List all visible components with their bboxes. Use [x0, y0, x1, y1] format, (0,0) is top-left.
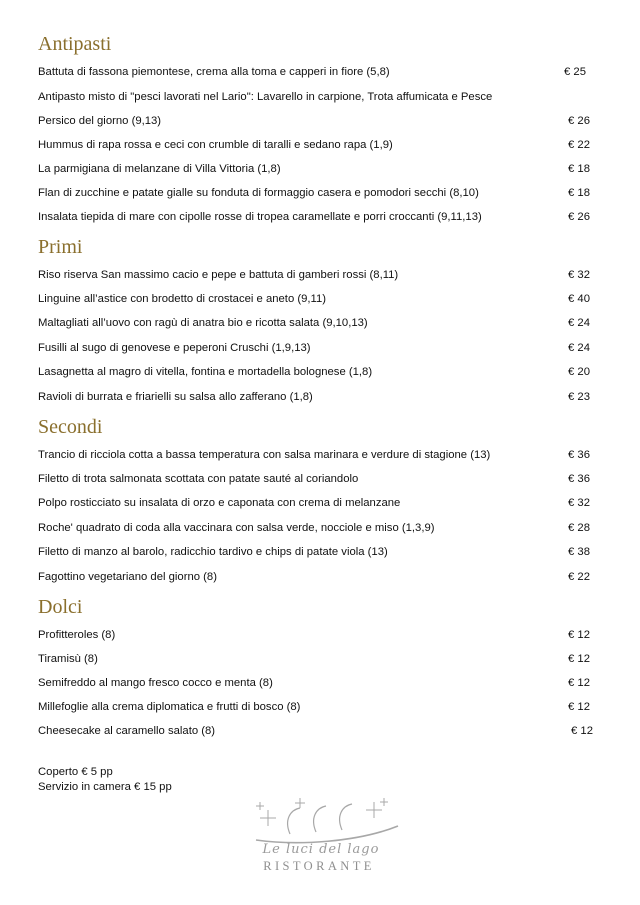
menu-item: [38, 88, 590, 106]
item-name: Fusilli al sugo di genovese e peperoni Cruschi (1,9,13): [38, 342, 311, 354]
item-price: € 12: [568, 629, 590, 641]
item-name: Millefoglie alla crema diplomatica e frutti di bosco (8): [38, 701, 301, 713]
menu-item: [38, 266, 590, 284]
item-price: € 24: [568, 342, 590, 354]
menu-item: [38, 339, 590, 357]
cover-charge: Coperto € 5 pp: [38, 766, 113, 778]
item-name: Maltagliati all’uovo con ragù di anatra bio e ricotta salata (9,10,13): [38, 317, 368, 329]
section-title-primi: Primi: [38, 236, 83, 258]
item-name: Antipasto misto di "pesci lavorati nel Lario": Lavarello in carpione, Trota affumicata e Pesce: [38, 91, 493, 103]
logo-swoosh: [256, 826, 398, 843]
menu-item: [38, 363, 590, 381]
menu-item: [38, 290, 590, 308]
menu-item: [38, 136, 590, 154]
menu-item: [38, 722, 593, 740]
menu-item: [38, 112, 590, 130]
item-name: Battuta di fassona piemontese, crema alla toma e capperi in fiore (5,8): [38, 66, 390, 78]
item-price: € 36: [568, 449, 590, 461]
section-title-antipasti: Antipasti: [38, 33, 112, 55]
item-price: € 22: [568, 571, 590, 583]
item-name: Filetto di trota salmonata scottata con patate sauté al coriandolo: [38, 473, 359, 485]
menu-item: [38, 698, 590, 716]
item-price: € 40: [568, 293, 590, 305]
menu-item: [38, 626, 590, 644]
menu-item: [38, 160, 590, 178]
section-title-secondi: Secondi: [38, 416, 103, 438]
item-price: € 12: [571, 725, 593, 737]
item-price: € 12: [568, 701, 590, 713]
menu-item: [38, 314, 590, 332]
item-name: Persico del giorno (9,13): [38, 115, 162, 127]
menu-item: [38, 519, 590, 537]
item-price: € 36: [568, 473, 590, 485]
item-name: Profitteroles (8): [38, 629, 116, 641]
menu-item: [38, 388, 590, 406]
section-title-dolci: Dolci: [38, 596, 83, 618]
item-price: € 28: [568, 522, 590, 534]
item-price: € 12: [568, 653, 590, 665]
item-name: Lasagnetta al magro di vitella, fontina e mortadella bolognese (1,8): [38, 366, 373, 378]
item-price: € 23: [568, 391, 590, 403]
item-name: Hummus di rapa rossa e ceci con crumble di taralli e sedano rapa (1,9): [38, 139, 393, 151]
logo-graphic: [238, 796, 408, 846]
menu-item: [38, 543, 590, 561]
menu-item: [38, 208, 590, 226]
menu-item: [38, 494, 590, 512]
logo-arc: [288, 808, 300, 834]
menu-item: [38, 568, 590, 586]
item-name: Trancio di ricciola cotta a bassa temperatura con salsa marinara e verdure di stagione (13): [38, 449, 491, 461]
logo-arc: [340, 804, 352, 830]
item-name: Filetto di manzo al barolo, radicchio tardivo e chips di patate viola (13): [38, 546, 388, 558]
item-price: € 18: [568, 187, 590, 199]
menu-item: [38, 674, 590, 692]
item-name: Flan di zucchine e patate gialle su fonduta di formaggio casera e pomodori secchi (8,10): [38, 187, 479, 199]
restaurant-logo: [238, 796, 408, 878]
item-name: Tiramisù (8): [38, 653, 98, 665]
room-service-fee: Servizio in camera € 15 pp: [38, 781, 172, 793]
logo-main-text: RISTORANTE: [263, 859, 375, 873]
item-price: € 25: [564, 66, 586, 78]
item-price: € 32: [568, 269, 590, 281]
logo-arc: [314, 806, 326, 832]
logo-script-text: Le luci del lago: [262, 842, 380, 857]
item-name: Ravioli di burrata e friarielli su salsa allo zafferano (1,8): [38, 391, 313, 403]
item-price: € 24: [568, 317, 590, 329]
logo-stars: [256, 798, 388, 826]
item-price: € 22: [568, 139, 590, 151]
item-name: Roche' quadrato di coda alla vaccinara con salsa verde, nocciole e miso (1,3,9): [38, 522, 435, 534]
item-name: Semifreddo al mango fresco cocco e menta (8): [38, 677, 273, 689]
menu-item: [38, 446, 590, 464]
menu-item: [38, 650, 590, 668]
item-price: € 26: [568, 211, 590, 223]
item-name: Cheesecake al caramello salato (8): [38, 725, 216, 737]
menu-item: [38, 63, 590, 81]
menu-item: [38, 184, 590, 202]
item-name: Polpo rosticciato su insalata di orzo e caponata con crema di melanzane: [38, 497, 401, 509]
item-price: € 26: [568, 115, 590, 127]
item-name: Insalata tiepida di mare con cipolle rosse di tropea caramellate e porri croccanti (9,11,13): [38, 211, 482, 223]
item-price: € 32: [568, 497, 590, 509]
item-price: € 38: [568, 546, 590, 558]
item-name: Linguine all’astice con brodetto di crostacei e aneto (9,11): [38, 293, 327, 305]
item-name: La parmigiana di melanzane di Villa Vittoria (1,8): [38, 163, 281, 175]
item-price: € 12: [568, 677, 590, 689]
item-name: Riso riserva San massimo cacio e pepe e battuta di gamberi rossi (8,11): [38, 269, 399, 281]
item-price: € 20: [568, 366, 590, 378]
item-price: € 18: [568, 163, 590, 175]
menu-item: [38, 470, 590, 488]
item-name: Fagottino vegetariano del giorno (8): [38, 571, 217, 583]
